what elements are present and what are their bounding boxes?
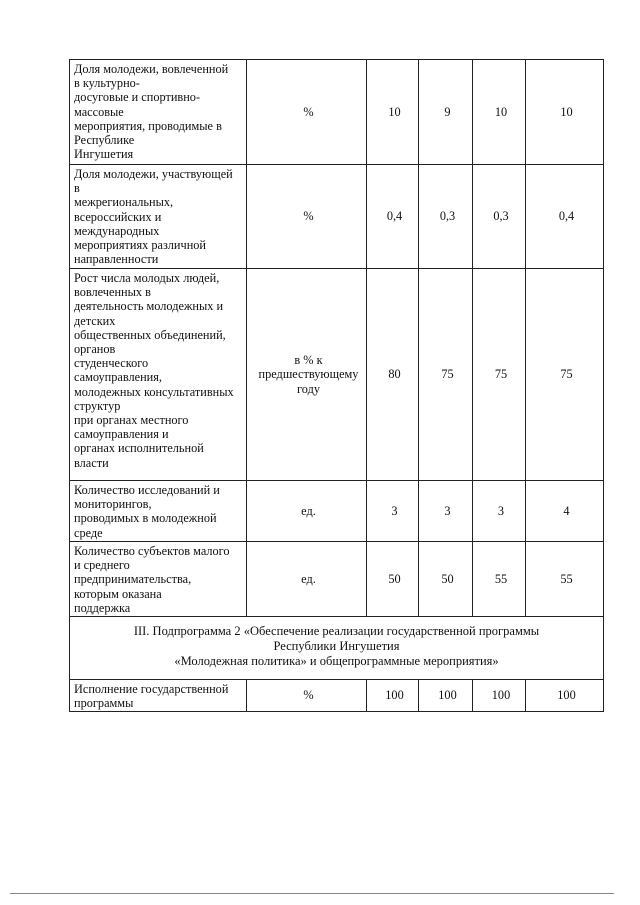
- unit-cell: %: [247, 165, 367, 269]
- value-cell: 100: [419, 680, 473, 712]
- value-cell: 80: [367, 269, 419, 481]
- unit-cell: ед.: [247, 542, 367, 617]
- indicators-table: [69, 59, 604, 712]
- value-cell: 0,4: [526, 165, 604, 269]
- value-cell: 4: [526, 481, 604, 542]
- value-cell: 0,4: [367, 165, 419, 269]
- indicator-name: Рост числа молодых людей, вовлеченных в деятельность молодежных и детских общественных объединений, органов студенческого самоуправления, молодежных консультативных структур при органах местного самоуправления и органах исполнительной власти: [70, 269, 247, 481]
- table-row: [70, 269, 604, 481]
- page-bottom-rule: [10, 893, 614, 894]
- value-cell: 3: [419, 481, 473, 542]
- value-cell: 100: [473, 680, 526, 712]
- value-cell: 100: [526, 680, 604, 712]
- section-header-row: [70, 617, 604, 680]
- value-cell: 3: [367, 481, 419, 542]
- indicator-name: Количество исследований и мониторингов, проводимых в молодежной среде: [70, 481, 247, 542]
- value-cell: 3: [473, 481, 526, 542]
- document-page: [69, 59, 603, 712]
- value-cell: 55: [526, 542, 604, 617]
- value-cell: 9: [419, 60, 473, 165]
- unit-cell: ед.: [247, 481, 367, 542]
- value-cell: 100: [367, 680, 419, 712]
- value-cell: 0,3: [419, 165, 473, 269]
- indicator-name: Доля молодежи, вовлеченной в культурно- досуговые и спортивно- массовые мероприятия, проводимые в Республике Ингушетия: [70, 60, 247, 165]
- value-cell: 10: [526, 60, 604, 165]
- unit-cell: %: [247, 60, 367, 165]
- value-cell: 50: [419, 542, 473, 617]
- value-cell: 10: [367, 60, 419, 165]
- indicator-name: Доля молодежи, участвующей в межрегиональных, всероссийских и международных мероприятиях различной направленности: [70, 165, 247, 269]
- value-cell: 10: [473, 60, 526, 165]
- table-row: [70, 60, 604, 165]
- section-title: III. Подпрограмма 2 «Обеспечение реализации государственной программы Республики Ингушетия «Молодежная политика» и общепрограммные мероприятия»: [70, 617, 604, 680]
- value-cell: 0,3: [473, 165, 526, 269]
- table-row: [70, 542, 604, 617]
- value-cell: 75: [419, 269, 473, 481]
- value-cell: 75: [473, 269, 526, 481]
- indicator-name: Исполнение государственной программы: [70, 680, 247, 712]
- table-row: [70, 165, 604, 269]
- table-row: [70, 680, 604, 712]
- value-cell: 75: [526, 269, 604, 481]
- value-cell: 55: [473, 542, 526, 617]
- unit-cell: %: [247, 680, 367, 712]
- indicator-name: Количество субъектов малого и среднего предпринимательства, которым оказана поддержка: [70, 542, 247, 617]
- table-row: [70, 481, 604, 542]
- value-cell: 50: [367, 542, 419, 617]
- unit-cell: в % к предшествующему году: [247, 269, 367, 481]
